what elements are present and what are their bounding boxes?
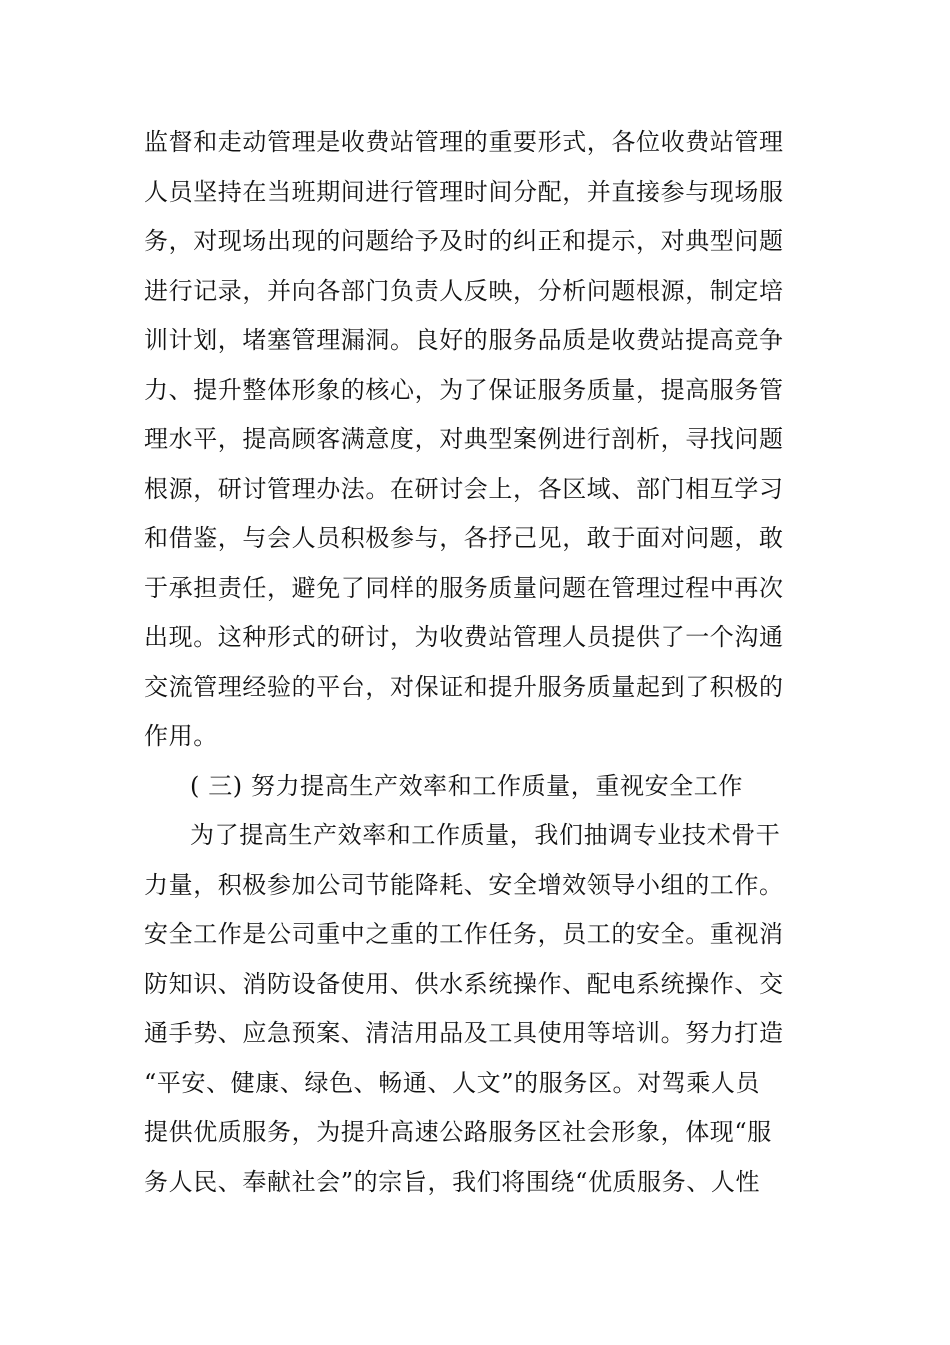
text-line: 提供优质服务，为提升高速公路服务区社会形象，体现“服 [144, 1118, 772, 1146]
text-line: 防知识、消防设备使用、供水系统操作、配电系统操作、交 [144, 969, 784, 998]
text-line: 交流管理经验的平台，对保证和提升服务质量起到了积极的 [144, 672, 784, 701]
text-line: “平安、健康、绿色、畅通、人文”的服务区。对驾乘人员 [144, 1068, 761, 1097]
text-line: 通手势、应急预案、清洁用品及工具使用等培训。努力打造 [144, 1019, 784, 1047]
text-line: 根源，研讨管理办法。在研讨会上，各区域、部门相互学习 [144, 474, 784, 503]
text-line: 理水平，提高顾客满意度，对典型案例进行剖析，寻找问题 [144, 425, 784, 453]
text-line: 务，对现场出现的问题给予及时的纠正和提示，对典型问题 [144, 227, 784, 255]
text-line: 力、提升整体形象的核心，为了保证服务质量，提高服务管 [144, 375, 784, 404]
text-line: 监督和走动管理是收费站管理的重要形式，各位收费站管理 [144, 128, 784, 156]
text-line: 为了提高生产效率和工作质量，我们抽调专业技术骨干 [190, 821, 781, 849]
text-line: 和借鉴，与会人员积极参与，各抒己见，敢于面对问题，敢 [144, 524, 784, 552]
text-line: 进行记录，并向各部门负责人反映，分析问题根源，制定培 [144, 276, 784, 305]
body-text [144, 122, 784, 1211]
text-line: 人员坚持在当班期间进行管理时间分配，并直接参与现场服 [144, 177, 784, 206]
section-heading: ( 三) 努力提高生产效率和工作质量，重视安全工作 [190, 771, 743, 800]
text-line: 作用。 [144, 722, 218, 750]
text-line: 安全工作是公司重中之重的工作任务，员工的安全。重视消 [144, 920, 784, 948]
text-line: 于承担责任，避免了同样的服务质量问题在管理过程中再次 [144, 573, 784, 602]
text-line: 力量，积极参加公司节能降耗、安全增效领导小组的工作。 [144, 870, 784, 899]
text-line: 务人民、奉献社会”的宗旨，我们将围绕“优质服务、人性 [144, 1167, 761, 1196]
text-line: 训计划，堵塞管理漏洞。良好的服务品质是收费站提高竞争 [144, 326, 784, 354]
text-line: 出现。这种形式的研讨，为收费站管理人员提供了一个沟通 [144, 623, 784, 651]
